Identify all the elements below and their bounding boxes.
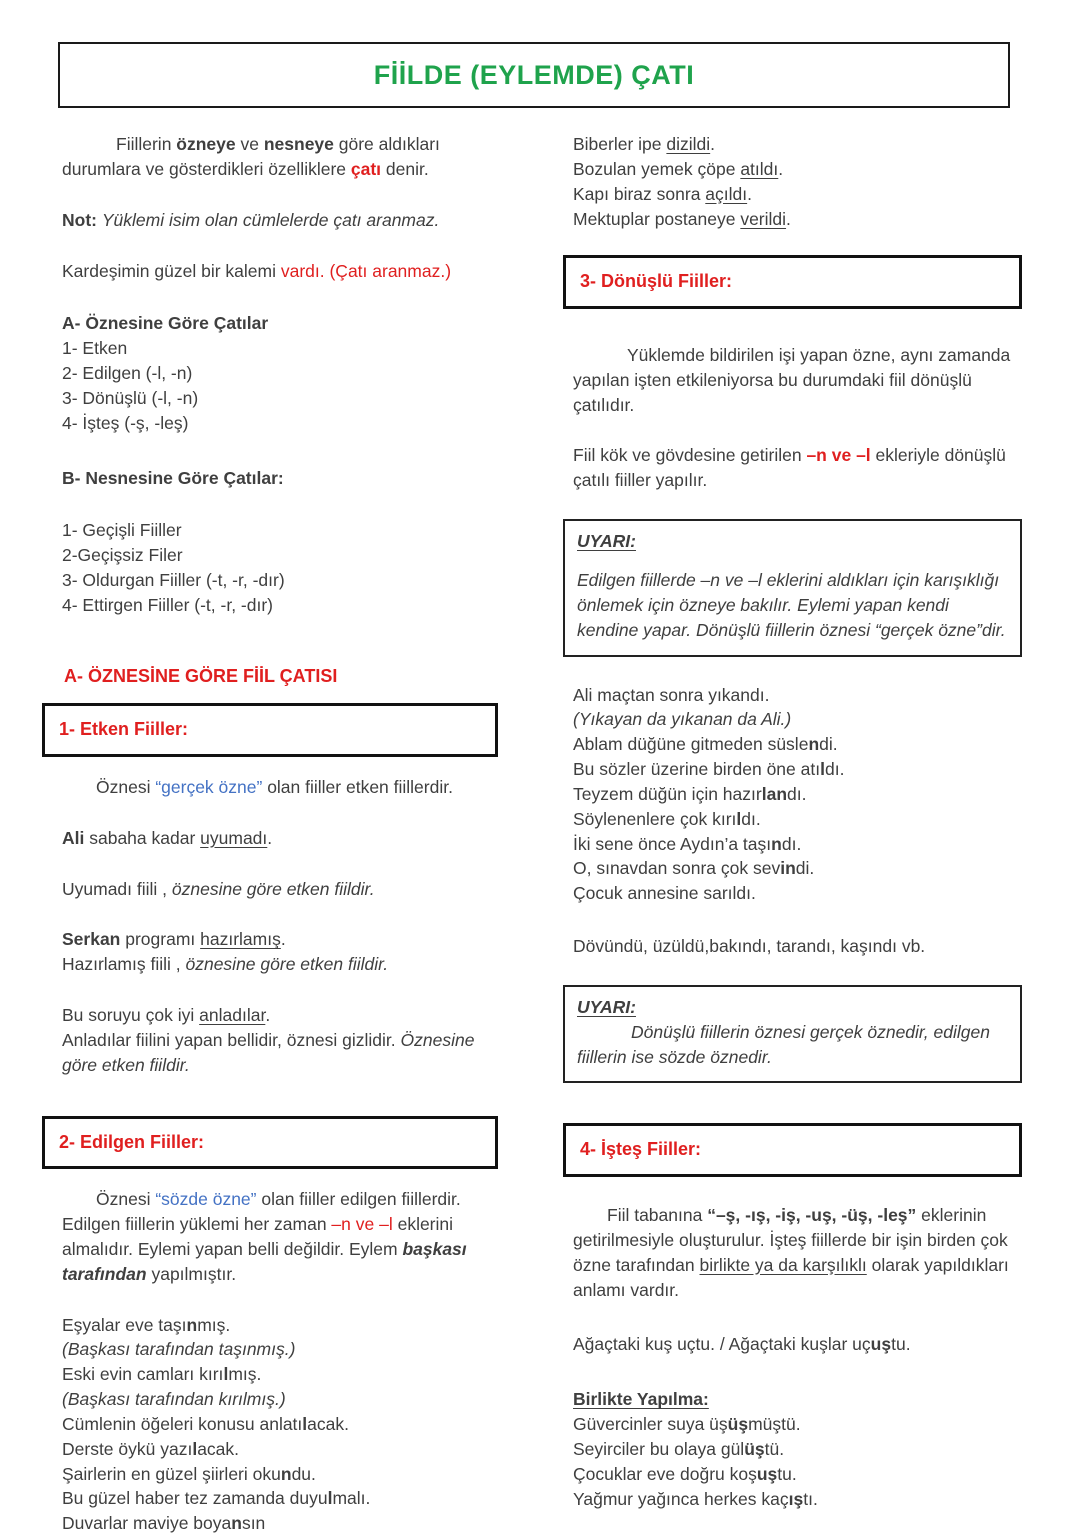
text-line [563,132,1022,157]
text-segment: Öznesi [96,1189,156,1210]
text-line [563,182,1022,207]
text-segment: Eşyalar eve taşı [62,1314,187,1335]
text-line [42,311,498,336]
text-segment: A- Öznesine Göre Çatılar [62,313,269,334]
text-segment: ış [788,1488,804,1509]
text-segment: l [192,1438,198,1459]
text-line [42,952,498,977]
section-box-donuslu-fiiller [563,255,1022,309]
text-segment: dı. [824,759,845,780]
etken-example-3 [42,1003,498,1078]
text-segment: Teyzem düğün için hazır [573,783,762,804]
text-segment: dı. [741,808,761,829]
text-segment: l [736,808,742,829]
etken-definition [42,775,498,800]
text-segment: Fiil tabanına [607,1205,708,1226]
title-box [58,42,1010,108]
text-line [563,732,1022,757]
text-segment: açıldı [705,183,748,204]
text-segment: olarak yapıldıkları anlamı vardır. [573,1254,1009,1300]
text-segment: tu. [891,1334,911,1355]
section-box-istes-fiiller [563,1123,1022,1177]
text-segment: verildi [740,208,787,229]
text-segment: Mektuplar postaneye [573,208,741,229]
warning-paragraph [577,1020,1008,1070]
text-segment: mış. [228,1364,262,1385]
text-line [563,856,1022,881]
text-segment: Fiillerin [116,134,177,154]
text-segment: Şairlerin en güzel şiirleri oku [62,1463,281,1484]
text-segment: Bu soruyu çok iyi [62,1005,200,1026]
text-segment: Yüklemi isim olan cümlelerde çatı aranmaz. [101,209,440,230]
text-segment: acak. [197,1438,240,1459]
text-segment: UYARI: [577,531,636,552]
text-segment: n [771,833,782,854]
right-column [563,132,1022,1511]
text-segment: Duvarlar maviye boya [62,1513,232,1534]
text-segment: öznesine göre etken fiildir. [171,878,375,899]
text-segment: Derste öykü yazı [62,1438,193,1459]
text-line [42,1486,498,1511]
text-segment: programı [120,929,201,950]
text-segment: Edilgen fiillerde –n ve –l eklerini aldıkları için karışıklığı önlemek için özneye bakılır. Eylemi yapan kendi kendine yapar. Dönüşlü fiillerin öznesi “gerçek özne”dir. [577,569,1006,640]
text-segment: İki sene önce Aydın’a taşı [573,833,772,854]
text-segment: Güvercinler suya üş [573,1414,728,1435]
text-line [563,683,1022,708]
text-segment: anladılar [199,1005,266,1026]
text-segment: Biberler ipe [573,134,667,154]
uyari-box-2 [563,985,1022,1084]
text-segment: çatı [350,158,382,179]
intro-paragraph [42,132,498,182]
text-segment: Seyirciler bu olaya gül [573,1438,745,1459]
text-segment: Yağmur yağınca herkes kaç [573,1488,789,1509]
text-segment: sın [241,1513,266,1534]
text-segment: ve [235,134,264,154]
text-line [42,518,498,543]
text-segment: Söylenenlere çok kırı [573,808,737,829]
text-segment: . [265,1005,271,1026]
text-line [563,1387,1022,1412]
text-segment: –n ve –l [806,445,871,466]
text-segment: “sözde özne” [155,1189,257,1210]
text-segment: Uyumadı fiili , [62,878,172,899]
text-line [42,1362,498,1387]
text-segment: Cümlenin öğeleri konusu anlatı [62,1413,303,1434]
text-segment: Serkan [62,929,121,950]
text-segment: öznesine göre etken fiildir. [185,954,389,975]
text-segment: hazırlamış [200,929,281,950]
text-segment: Ali [62,827,85,848]
text-segment: (Başkası tarafından taşınmış.) [62,1339,296,1360]
section-box-donuslu-fiiller-label: 3- Dönüşlü Fiiller: [580,271,733,292]
text-line [42,336,498,361]
text-segment: 4- Ettirgen Fiiller (-t, -r, -dır) [62,594,273,615]
text-segment: l [223,1364,229,1385]
text-segment: Bu sözler üzerine birden öne atı [573,759,821,780]
text-line [563,1437,1022,1462]
donuslu-examples [563,683,1022,907]
text-segment: dizildi [666,134,711,154]
text-segment: olan fiiller edilgen fiillerdir. Edilgen fiillerin yüklemi her zaman [62,1189,461,1235]
text-segment: di. [795,858,815,879]
text-segment: eklerinin getirilmesiyle oluşturulur. İşteş fiillerde bir işin birden çok özne tarafından [573,1205,1008,1275]
text-segment: Not: [62,209,97,230]
text-segment: Ablam düğüne gitmeden süsle [573,734,809,755]
etken-example-2 [42,927,498,977]
section-box-edilgen-fiiller [42,1116,498,1170]
heading-nesnesine-gore [42,466,498,491]
text-line [42,411,498,436]
text-segment: n [280,1463,292,1484]
text-segment: üş [727,1414,749,1435]
text-segment: acak. [307,1413,349,1434]
text-segment: “gerçek özne” [155,776,263,797]
text-segment: Dövündü, üzüldü,bakındı, tarandı, kaşındı vb. [573,936,926,957]
uyari-box-1 [563,519,1022,656]
text-line [563,1487,1022,1512]
text-segment: du. [291,1463,316,1484]
text-line [563,881,1022,906]
etken-example-1 [42,826,498,851]
text-segment: Öznesi [96,776,156,797]
text-segment: . [786,208,791,229]
text-line [563,707,1022,732]
text-line [42,543,498,568]
text-segment: Bozulan yemek çöpe [573,158,741,179]
text-segment: uş [756,1463,778,1484]
text-line [42,1437,498,1462]
text-segment: O, sınavdan sonra çok sev [573,858,781,879]
text-segment: olan fiiller etken fiillerdir. [262,776,453,797]
text-segment: 1- Etken [62,338,128,359]
etken-example-1-note [42,877,498,902]
text-segment: n [231,1513,242,1534]
section-box-istes-fiiller-label: 4- İşteş Fiiller: [580,1139,702,1160]
text-segment: malı. [332,1488,371,1509]
text-segment: Ali maçtan sonra yıkandı. [573,684,770,705]
text-line [42,927,498,952]
text-segment: UYARI: [577,996,636,1017]
text-segment: ekleriyle dönüşlü çatılı fiiller yapılır. [573,445,1006,491]
text-segment: Birlikte Yapılma: [573,1389,709,1410]
text-segment: vardı. (Çatı aranmaz.) [280,260,452,281]
text-line [563,1462,1022,1487]
text-segment: nesneye [263,134,334,154]
text-segment: Kapı biraz sonra [573,183,706,204]
text-segment: l [327,1488,333,1509]
text-line [563,757,1022,782]
edilgen-examples-continued [563,132,1022,231]
text-line [563,1412,1022,1437]
text-segment: B- Nesnesine Göre Çatılar: [62,467,284,488]
text-segment: müştü. [748,1414,801,1435]
text-segment: in [780,858,796,879]
text-segment: 3- Dönüşlü (-l, -n) [62,387,199,408]
donuslu-ekler [563,443,1022,493]
text-line [42,386,498,411]
text-segment: üş [744,1438,765,1459]
text-line [42,1387,498,1412]
text-segment: 3- Oldurgan Fiiller (-t, -r, -dır) [62,570,285,591]
text-segment: göre aldıkları durumlara ve gösterdikleri özelliklere [62,134,440,179]
text-line [42,1003,498,1028]
text-segment: . [280,929,286,950]
text-segment: . [267,827,273,848]
text-segment: dı. [787,783,807,804]
text-segment: Ağaçtaki kuş uçtu. / Ağaçtaki kuşlar uç [573,1334,871,1355]
text-segment: –n ve –l [331,1214,393,1235]
text-segment: (Yıkayan da yıkanan da Ali.) [573,709,792,730]
list-nesnesine-gore [42,518,498,617]
text-line [42,1028,498,1078]
edilgen-definition [42,1187,498,1286]
text-segment: . [710,134,716,154]
text-segment: n [808,734,820,755]
page-title: FİİLDE (EYLEMDE) ÇATI [373,59,695,90]
birlikte-yapilma [563,1387,1022,1511]
text-line [42,1337,498,1362]
text-segment: Öznesine göre etken fiildir. [62,1029,475,1075]
text-segment: Yüklemde bildirilen işi yapan özne, aynı zamanda yapılan işten etkileniyorsa bu durumdaki fiil dönüşlü çatılıdır. [573,344,1011,415]
text-segment: uş [870,1334,892,1355]
text-segment: (Başkası tarafından kırılmış.) [62,1389,286,1410]
text-segment: Çocuklar eve doğru koş [573,1463,757,1484]
text-line [563,782,1022,807]
text-segment: mış. [197,1314,231,1335]
text-segment: birlikte ya da karşılıklı [699,1254,867,1275]
text-segment: yapılmıştır. [146,1263,237,1284]
text-segment: dı. [781,833,802,854]
text-line [42,1412,498,1437]
text-segment: A- ÖZNESİNE GÖRE FİİL ÇATISI [64,665,338,686]
donuslu-definition [563,343,1022,418]
text-line [42,1313,498,1338]
text-segment: Eski evin camları kırı [62,1364,224,1385]
text-line [42,361,498,386]
text-segment: l [302,1413,308,1434]
text-segment: özneye [176,134,236,154]
text-segment: 1- Geçişli Fiiller [62,520,182,541]
text-segment: Dönüşlü fiillerin öznesi gerçek öznedir, edilgen fiillerin ise sözde öznedir. [577,1021,990,1067]
spacer [577,554,1008,568]
text-segment: tu. [777,1463,797,1484]
text-segment: n [186,1314,198,1335]
text-segment: 2-Geçişsiz Filer [62,545,183,566]
warning-paragraph [577,568,1008,643]
text-segment: Fiil kök ve gövdesine getirilen [573,445,807,466]
section-box-edilgen-fiiller-label: 2- Edilgen Fiiller: [59,1131,205,1152]
text-segment: Kardeşimin güzel bir kalemi [62,260,281,281]
text-line [563,832,1022,857]
section-box-etken-fiiller-label: 1- Etken Fiiller: [59,719,189,740]
text-segment: atıldı [740,158,779,179]
list-oznesine-gore [42,311,498,435]
heading-oznesine-gore-fiil-catisi [42,664,498,690]
text-line [42,1511,498,1536]
text-line [563,807,1022,832]
text-segment: eklerini almalıdır. Eylemi yapan belli değildir. Eylem [62,1214,454,1259]
text-line [42,568,498,593]
text-segment: denir. [381,158,429,179]
warning-paragraph [577,529,1008,554]
text-segment: Anladılar fiilini yapan bellidir, öznesi gizlidir. [62,1029,401,1050]
note-paragraph [42,208,498,233]
text-line [42,1462,498,1487]
text-segment: 4- İşteş (-ş, -leş) [62,412,189,433]
warning-paragraph [577,995,1008,1020]
text-segment: uyumadı [200,827,268,848]
text-segment: tı. [803,1488,818,1509]
text-segment: di. [819,734,838,755]
text-segment: lan [761,783,788,804]
text-segment: l [820,759,825,780]
text-segment: başkası tarafından [62,1238,467,1284]
text-segment: Bu güzel haber tez zamanda duyu [62,1488,328,1509]
text-segment: . [778,158,784,179]
left-column [42,126,498,1536]
text-segment: sabaha kadar [84,827,201,848]
istes-definition [563,1203,1022,1302]
text-segment: “–ş, -ış, -iş, -uş, -üş, -leş” [707,1205,917,1226]
text-line [563,157,1022,182]
edilgen-examples [42,1313,498,1536]
example-cati-aranmaz [42,259,498,284]
text-segment: 2- Edilgen (-l, -n) [62,363,193,384]
text-line [42,593,498,618]
text-segment: Çocuk annesine sarıldı. [573,883,756,904]
text-segment: Hazırlamış fiili , [62,954,186,975]
donuslu-verb-list [563,934,1022,959]
text-line [563,207,1022,232]
text-segment: . [747,183,752,204]
istes-example [563,1332,1022,1357]
section-box-etken-fiiller [42,703,498,757]
text-segment: tü. [764,1438,785,1459]
